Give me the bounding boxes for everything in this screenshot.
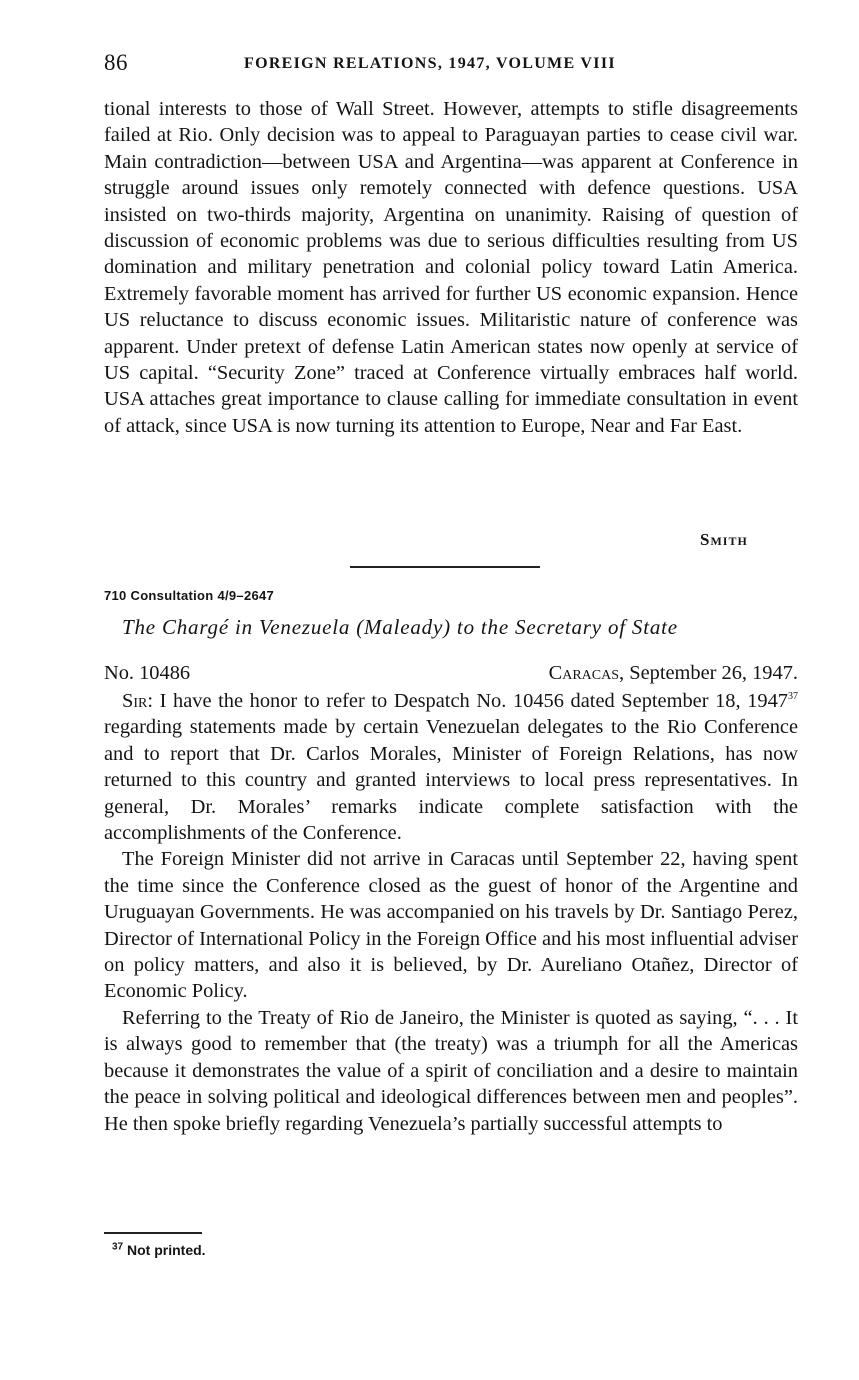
footnote-reference: 37 [787, 691, 798, 703]
footnote [112, 1242, 206, 1258]
paragraph-1-part-b: regarding statements made by certain Venezuelan delegates to the Rio Conference and to report that Dr. Carlos Morales, Minister of Foreign Relations, has now returned to this country and granted interviews to local press representatives. In general, Dr. Morales’ remarks indicate complete satisfaction with the accomplishments of the Conference. [104, 716, 798, 845]
page-number: 86 [104, 50, 128, 75]
document-title: The Chargé in Venezuela (Maleady) to the Secretary of State [122, 615, 678, 639]
despatch-paragraph-1 [104, 688, 798, 846]
footnote-rule [104, 1232, 202, 1234]
footnote-mark: 37 [112, 1241, 124, 1253]
signature: Smith [700, 530, 748, 549]
paragraph-1-part-a: I have the honor to refer to Despatch No. 10456 dated September 18, 1947 [159, 690, 788, 712]
running-head: FOREIGN RELATIONS, 1947, VOLUME VIII [244, 55, 616, 72]
continued-paragraph: tional interests to those of Wall Street. However, attempts to stifle disagreements failed at Rio. Only decision was to appeal to Paraguayan parties to cease civil war. Main contradiction—between USA and Argentina—was apparent at Conference in struggle around issues only remotely connected with defence questions. USA insisted on two-thirds majority, Argentina on unanimity. Raising of question of discussion of economic problems was due to serious difficulties resulting from US domination and military penetration and colonial policy toward Latin America. Extremely favorable moment has arrived for further US economic expansion. Hence US reluctance to discuss economic issues. Militaristic nature of conference was apparent. Under pretext of defense Latin American states now openly at service of US capital. “Security Zone” traced at Conference virtually embraces half world. USA attaches great importance to clause calling for immediate consultation in event of attack, since USA is now turning its attention to Europe, Near and Far East. [104, 98, 798, 437]
salutation: Sir: [122, 690, 154, 712]
despatch-paragraph-2: The Foreign Minister did not arrive in Caracas until September 22, having spent the time since the Conference closed as the guest of honor of the Argentine and Uruguayan Governments. He was accompanied on his travels by Dr. Santiago Perez, Director of International Policy in the Foreign Office and his most influential adviser on policy matters, and also it is believed, by Dr. Aureliano Otañez, Director of Economic Policy. [104, 848, 798, 1003]
despatch-place-date [549, 662, 798, 685]
despatch-body [104, 688, 798, 1137]
page-header [104, 50, 796, 80]
file-reference: 710 Consultation 4/9–2647 [104, 588, 275, 603]
footnote-text: Not printed. [127, 1242, 206, 1258]
despatch-paragraph-3: Referring to the Treaty of Rio de Janeiro, the Minister is quoted as saying, “. . . It is always good to remember that (the treaty) was a triumph for all the Americas because it demonstrates the value of a spirit of conciliation and a desire to maintain the peace in solving political and ideological differences between men and peoples”. He then spoke briefly regarding Venezuela’s partially successful attempts to [104, 1006, 798, 1135]
despatch-place: Caracas, [548, 662, 625, 684]
continued-text-block [104, 96, 798, 439]
despatch-number: No. 10486 [104, 662, 191, 684]
despatch-date: September 26, 1947. [629, 662, 798, 684]
section-divider [350, 566, 540, 568]
